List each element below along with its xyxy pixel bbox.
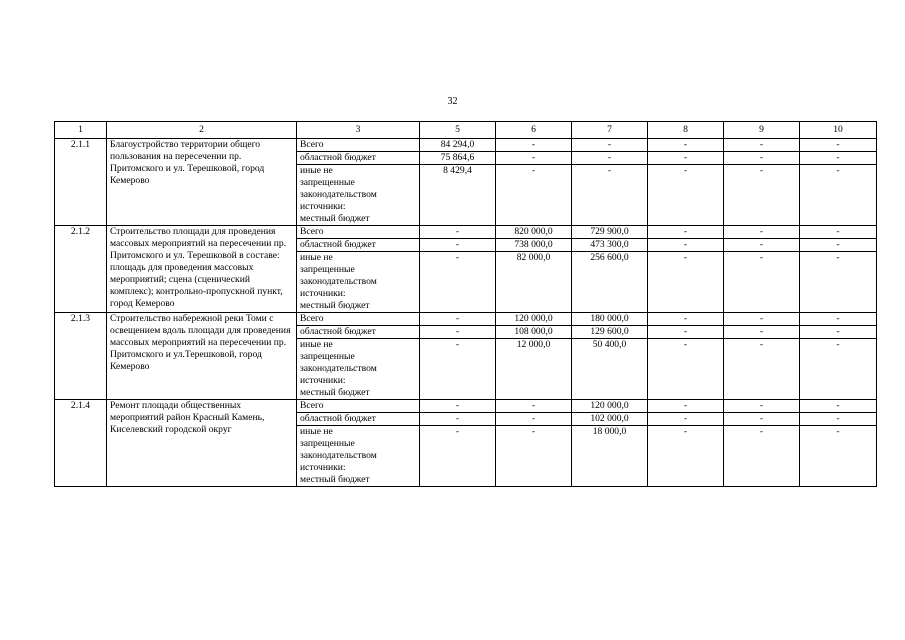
amount-cell: - [800, 152, 877, 165]
amount-cell: - [496, 413, 572, 426]
funding-source: областной бюджет [297, 239, 420, 252]
amount-cell: - [648, 165, 724, 226]
amount-cell: 820 000,0 [496, 226, 572, 239]
amount-cell: - [648, 226, 724, 239]
amount-cell: 729 900,0 [572, 226, 648, 239]
amount-cell: - [800, 139, 877, 152]
funding-source: Всего [297, 313, 420, 326]
amount-cell: 18 000,0 [572, 426, 648, 487]
amount-cell: - [420, 426, 496, 487]
amount-cell: - [724, 152, 800, 165]
amount-cell: - [724, 339, 800, 400]
amount-cell: - [800, 339, 877, 400]
amount-cell: - [800, 400, 877, 413]
item-number: 2.1.2 [55, 226, 107, 313]
amount-cell: - [648, 239, 724, 252]
amount-cell: 50 400,0 [572, 339, 648, 400]
funding-source: иные не запрещенные законодательством источники: местный бюджет [297, 252, 420, 313]
amount-cell: - [420, 400, 496, 413]
amount-cell: - [648, 313, 724, 326]
table-row [55, 226, 877, 239]
amount-cell: - [648, 252, 724, 313]
amount-cell: - [496, 400, 572, 413]
amount-cell: - [648, 339, 724, 400]
funding-table [54, 121, 877, 487]
amount-cell: - [724, 226, 800, 239]
amount-cell: - [496, 426, 572, 487]
amount-cell: - [724, 326, 800, 339]
column-header: 1 [55, 122, 107, 139]
amount-cell: - [724, 139, 800, 152]
amount-cell: - [420, 252, 496, 313]
amount-cell: - [496, 165, 572, 226]
amount-cell: - [724, 165, 800, 226]
amount-cell: - [572, 165, 648, 226]
amount-cell: 102 000,0 [572, 413, 648, 426]
funding-source: иные не запрещенные законодательством источники: местный бюджет [297, 426, 420, 487]
table-row [55, 400, 877, 413]
amount-cell: 120 000,0 [496, 313, 572, 326]
amount-cell: - [724, 252, 800, 313]
amount-cell: - [496, 139, 572, 152]
column-header: 3 [297, 122, 420, 139]
column-header: 6 [496, 122, 572, 139]
funding-source: Всего [297, 400, 420, 413]
amount-cell: - [800, 252, 877, 313]
item-title: Строительство набережной реки Томи с освещением вдоль площади для проведения массовых мероприятий на пересечении пр. Притомского и ул.Терешковой, город Кемерово [107, 313, 297, 400]
amount-cell: 12 000,0 [496, 339, 572, 400]
amount-cell: - [648, 326, 724, 339]
amount-cell: - [648, 152, 724, 165]
amount-cell: 738 000,0 [496, 239, 572, 252]
amount-cell: - [496, 152, 572, 165]
amount-cell: - [724, 313, 800, 326]
column-header: 7 [572, 122, 648, 139]
amount-cell: 120 000,0 [572, 400, 648, 413]
amount-cell: - [800, 426, 877, 487]
item-title: Благоустройство территории общего пользования на пересечении пр. Притомского и ул. Терешковой, город Кемерово [107, 139, 297, 226]
amount-cell: 8 429,4 [420, 165, 496, 226]
amount-cell: - [800, 239, 877, 252]
amount-cell: - [724, 426, 800, 487]
amount-cell: - [420, 326, 496, 339]
amount-cell: - [800, 226, 877, 239]
amount-cell: - [420, 413, 496, 426]
amount-cell: - [724, 413, 800, 426]
column-header: 10 [800, 122, 877, 139]
table-row [55, 313, 877, 326]
amount-cell: - [648, 400, 724, 413]
amount-cell: - [800, 165, 877, 226]
amount-cell: - [420, 239, 496, 252]
amount-cell: - [648, 139, 724, 152]
item-title: Ремонт площади общественных мероприятий район Красный Камень, Киселевский городской округ [107, 400, 297, 487]
amount-cell: - [572, 139, 648, 152]
item-number: 2.1.4 [55, 400, 107, 487]
amount-cell: - [420, 339, 496, 400]
amount-cell: - [800, 326, 877, 339]
funding-source: Всего [297, 226, 420, 239]
item-title: Строительство площади для проведения массовых мероприятий на пересечении пр. Притомского и ул. Терешковой в составе: площадь для проведения массовых мероприятий; сцена (сценический комплекс); контрольно-пропускной пункт, город Кемерово [107, 226, 297, 313]
amount-cell: 75 864,6 [420, 152, 496, 165]
funding-source: областной бюджет [297, 152, 420, 165]
amount-cell: - [648, 413, 724, 426]
amount-cell: - [724, 400, 800, 413]
funding-source: иные не запрещенные законодательством источники: местный бюджет [297, 339, 420, 400]
column-header: 9 [724, 122, 800, 139]
amount-cell: - [572, 152, 648, 165]
column-header: 5 [420, 122, 496, 139]
amount-cell: 473 300,0 [572, 239, 648, 252]
amount-cell: 129 600,0 [572, 326, 648, 339]
funding-source: иные не запрещенные законодательством источники: местный бюджет [297, 165, 420, 226]
amount-cell: - [800, 313, 877, 326]
amount-cell: 180 000,0 [572, 313, 648, 326]
header-row [55, 122, 877, 139]
amount-cell: 108 000,0 [496, 326, 572, 339]
amount-cell: 84 294,0 [420, 139, 496, 152]
amount-cell: - [420, 313, 496, 326]
funding-source: областной бюджет [297, 326, 420, 339]
amount-cell: - [648, 426, 724, 487]
column-header: 8 [648, 122, 724, 139]
amount-cell: - [800, 413, 877, 426]
amount-cell: - [420, 226, 496, 239]
item-number: 2.1.1 [55, 139, 107, 226]
page-number: 32 [447, 96, 458, 107]
column-header: 2 [107, 122, 297, 139]
amount-cell: 256 600,0 [572, 252, 648, 313]
amount-cell: 82 000,0 [496, 252, 572, 313]
table-row [55, 139, 877, 152]
funding-source: областной бюджет [297, 413, 420, 426]
item-number: 2.1.3 [55, 313, 107, 400]
funding-source: Всего [297, 139, 420, 152]
amount-cell: - [724, 239, 800, 252]
